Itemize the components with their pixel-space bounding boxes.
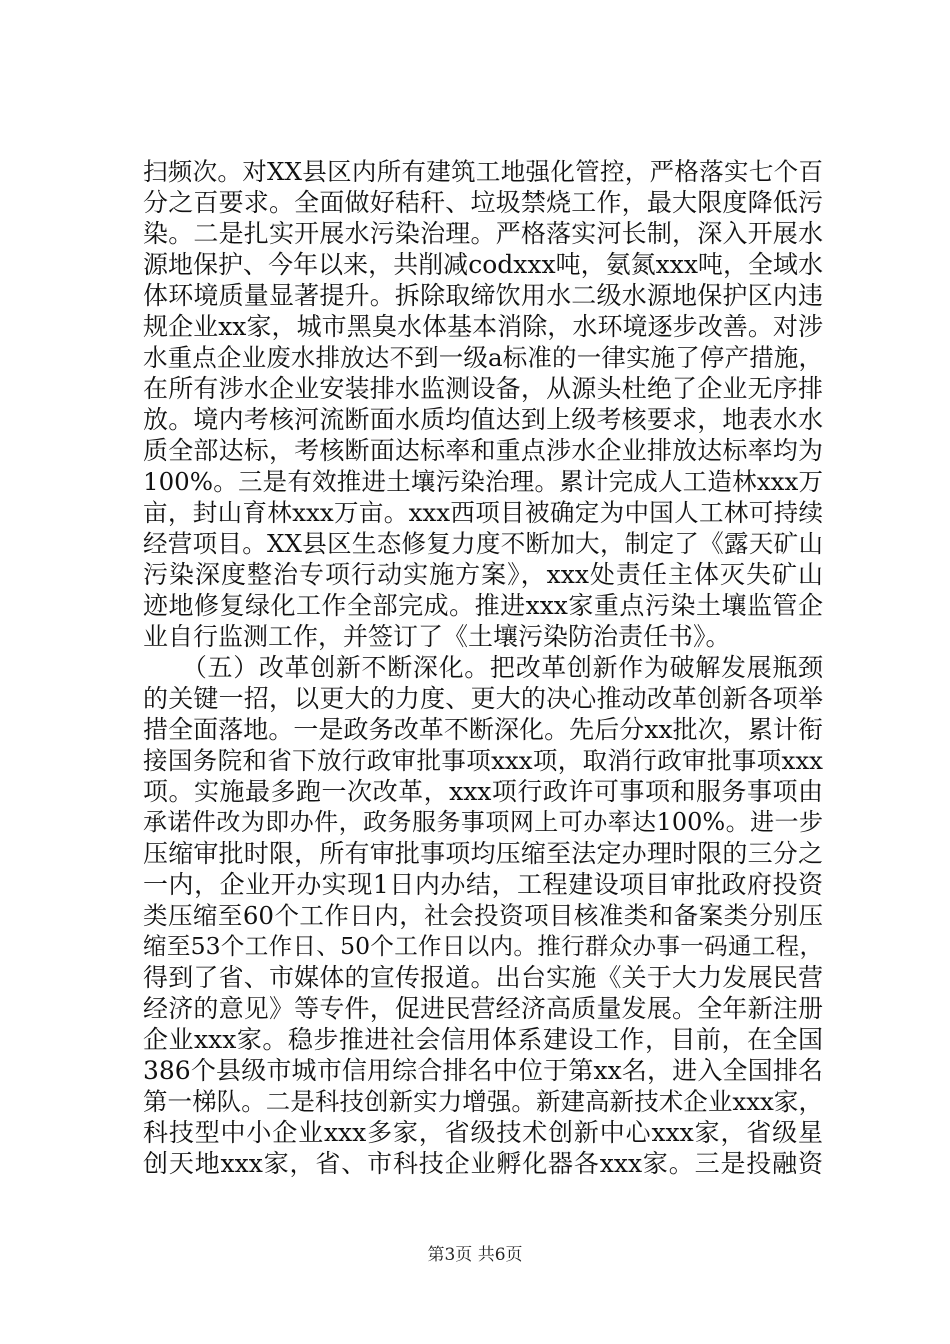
text-line: 措全面落地。一是政务改革不断深化。先后分xx批次，累计衔 xyxy=(143,715,823,744)
text-line: 的关键一招，以更大的力度、更大的决心推动改革创新各项举 xyxy=(143,684,823,713)
text-line: 迹地修复绿化工作全部完成。推进xxx家重点污染土壤监管企 xyxy=(143,591,823,620)
text-line: 业自行监测工作，并签订了《土壤污染防治责任书》。 xyxy=(143,622,731,651)
text-line: 创天地xxx家，省、市科技企业孵化器各xxx家。三是投融资 xyxy=(143,1149,823,1178)
document-body xyxy=(143,156,823,1179)
text-line: 企业xxx家。稳步推进社会信用体系建设工作，目前，在全国 xyxy=(143,1025,823,1054)
text-line: 项。实施最多跑一次改革，xxx项行政许可事项和服务事项由 xyxy=(143,777,823,806)
text-line: 污染深度整治专项行动实施方案》，xxx处责任主体灭失矿山 xyxy=(143,560,823,589)
text-line: 源地保护、今年以来，共削减codxxx吨，氨氮xxx吨，全域水 xyxy=(143,250,823,279)
text-line: 经营项目。XX县区生态修复力度不断加大，制定了《露天矿山 xyxy=(143,529,823,558)
text-line: 100%。三是有效推进土壤污染治理。累计完成人工造林xxx万 xyxy=(143,467,823,496)
text-line: 染。二是扎实开展水污染治理。严格落实河长制，深入开展水 xyxy=(143,219,823,248)
text-line: 扫频次。对XX县区内所有建筑工地强化管控，严格落实七个百 xyxy=(143,157,823,186)
text-line: 承诺件改为即办件，政务服务事项网上可办率达100%。进一步 xyxy=(143,808,823,836)
text-line: 放。境内考核河流断面水质均值达到上级考核要求，地表水水 xyxy=(143,405,823,434)
text-line: 一内，企业开办实现1日内办结，工程建设项目审批政府投资 xyxy=(143,870,823,899)
text-line: 质全部达标，考核断面达标率和重点涉水企业排放达标率均为 xyxy=(143,436,823,465)
text-line: 压缩审批时限，所有审批事项均压缩至法定办理时限的三分之 xyxy=(143,839,823,868)
text-line: 经济的意见》等专件，促进民营经济高质量发展。全年新注册 xyxy=(143,994,823,1023)
page-footer: 第3页 共6页 xyxy=(427,1245,523,1265)
text-line: 类压缩至60个工作日内，社会投资项目核准类和备案类分别压 xyxy=(143,901,823,930)
text-line: 体环境质量显著提升。拆除取缔饮用水二级水源地保护区内违 xyxy=(143,281,823,310)
text-line: 386个县级市城市信用综合排名中位于第xx名，进入全国排名 xyxy=(143,1056,823,1085)
text-line: 科技型中小企业xxx多家，省级技术创新中心xxx家，省级星 xyxy=(143,1118,823,1147)
text-line: 水重点企业废水排放达不到一级a标准的一律实施了停产措施， xyxy=(143,343,823,372)
text-line: 第一梯队。二是科技创新实力增强。新建高新技术企业xxx家， xyxy=(143,1087,823,1116)
text-line: （五）改革创新不断深化。把改革创新作为破解发展瓶颈 xyxy=(143,653,823,682)
text-line: 接国务院和省下放行政审批事项xxx项，取消行政审批事项xxx xyxy=(143,746,823,775)
text-line: 规企业xx家，城市黑臭水体基本消除，水环境逐步改善。对涉 xyxy=(143,312,823,341)
text-line: 缩至53个工作日、50个工作日以内。推行群众办事一码通工程， xyxy=(143,932,823,960)
text-line: 亩，封山育林xxx万亩。xxx西项目被确定为中国人工林可持续 xyxy=(143,498,823,527)
text-line: 得到了省、市媒体的宣传报道。出台实施《关于大力发展民营 xyxy=(143,963,823,992)
text-line: 在所有涉水企业安装排水监测设备，从源头杜绝了企业无序排 xyxy=(143,374,823,403)
text-line: 分之百要求。全面做好秸秆、垃圾禁烧工作，最大限度降低污 xyxy=(143,188,823,217)
